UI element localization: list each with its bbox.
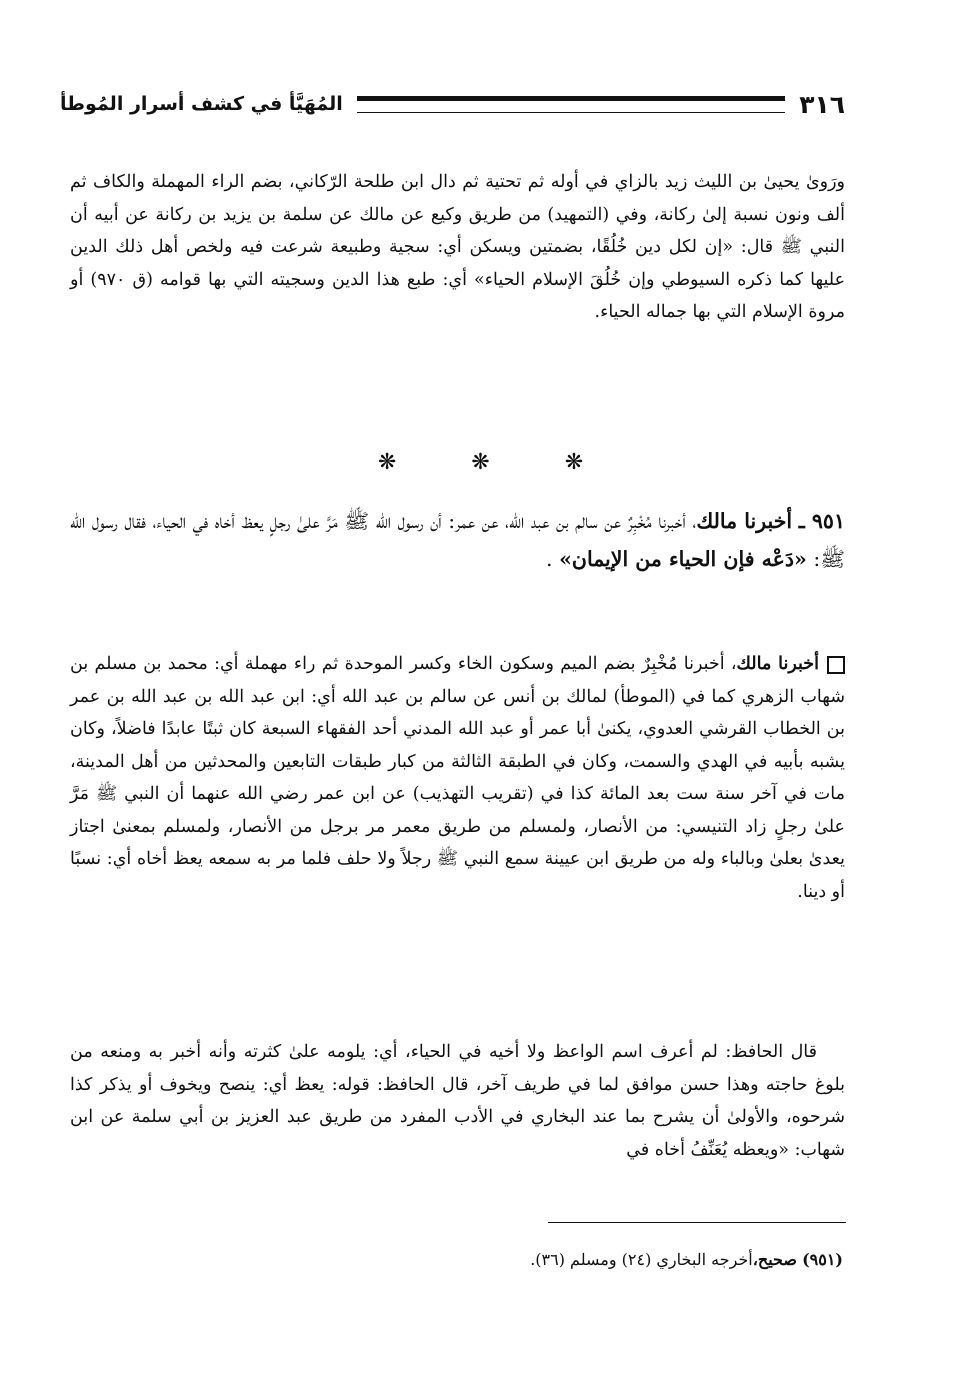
footnote-rule (548, 1222, 846, 1223)
page-number: ٣١٦ (799, 89, 845, 119)
hadith-lead: أخبرنا مالك (696, 509, 793, 533)
commentary (70, 648, 845, 908)
hadith-text (70, 502, 845, 578)
star-ornament: ❋ (471, 450, 490, 475)
hadith-body: ، أخبرنا مُخْبِرٌ عن سالم بن عبد الله، عن عمر: أن رسول الله ﷺ مَرَّ علىٰ رجلٍ يعظ أخاه في الحياء، فقال رسول الله ﷺ: (70, 509, 845, 571)
star-ornament: ❋ (564, 450, 584, 475)
hadith-end: . (546, 547, 553, 571)
book-title: المُهَيَّأ في كشف أسرار المُوطأ (60, 93, 343, 115)
hadith-number: ٩٥١ ـ (798, 509, 845, 533)
hafiz-paragraph (70, 1036, 845, 1166)
hafiz-text: قال الحافظ: لم أعرف اسم الواعظ ولا أخيه في الحياء، أي: يلومه علىٰ كثرته وأنه أخبر به ومنعه من بلوغ حاجته وهذا حسن موافق لما في طريف آخر، قال الحافظ: قوله: يعظ أي: ينصح ويخوف أو يذكر كذا شرحوه، والأولىٰ أن يشرح بما عند البخاري في الأدب المفرد من طريق عبد العزيز بن أبي سلمة عن ابن شهاب: «ويعظه يُعَنِّفُ أخاه في (70, 1042, 845, 1160)
commentary-paragraph (70, 648, 845, 908)
footnote-grade: صحيح، (752, 1250, 797, 1269)
header-rule (357, 96, 785, 113)
hadith-paragraph (70, 502, 845, 578)
footnote-number: (٩٥١) (802, 1250, 843, 1269)
intro-text: ورَوىٰ يحيىٰ بن الليث زيد بالزاي في أوله ثم تحتية ثم دال ابن طلحة الرّكاني، بضم الراء المهملة والكاف ثم ألف ونون نسبة إلىٰ ركانة، وفي (التمهيد) من طريق وكيع عن مالك عن سلمة بن يزيد بن ركانة عن أبيه أن النبي ﷺ قال: «إن لكل دين خُلُقًا، بضمتين ويسكن أي: سجية وطبيعة شرعت فيه ولخص أهل ذلك الدين عليها كما ذكره السيوطي وإن خُلُقَ الإسلام الحياء» أي: طبع هذا الدين وسجيته التي بها قوامه (ق ٩٧٠) أو مروة الإسلام التي بها جماله الحياء. (70, 172, 846, 322)
commentary-text: ، أخبرنا مُخْبِرٌ بضم الميم وسكون الخاء وكسر الموحدة ثم راء مهملة أي: محمد بن مسلم بن شهاب الزهري كما في (الموطأ) لمالك بن أنس عن سالم بن عبد الله أي: ابن عبد الله بن عبد الله بن عمر بن الخطاب القرشي العدوي، يكنىٰ أبا عمر أو عبد الله المدني أحد الفقهاء السبعة كان ثبتًا عابدًا فاضلاً، وكان يشبه بأبيه في الهدي والسمت، وكان في الطبقة الثالثة من كبار طبقات التابعين والمحدثين من أهل المدينة، مات في آخر سنة ست بعد المائة كذا في (تقريب التهذيب) عن ابن عمر رضي الله عنهما أن النبي ﷺ مَرَّ علىٰ رجلٍ زاد التنيسي: من الأنصار، ولمسلم من طريق معمر مر برجل من الأنصار، ولمسلم بمعنىٰ اجتاز يعدىٰ بعلىٰ وبالباء وله من طريق ابن عيينة سمع النبي ﷺ رجلاً ولا حلف فلما مر به سمعه يعظ أخاه أي: نسبًا أو دينا. (70, 654, 845, 902)
commentary-lead: أخبرنا مالك (736, 654, 819, 674)
intro-paragraph (70, 166, 845, 329)
square-marker-icon (827, 656, 845, 674)
hadith-quote: «دَعْه فإن الحياء من الإيمان» (559, 547, 807, 571)
section-separator (0, 450, 961, 475)
footnote (530, 1246, 843, 1274)
star-ornament: ❋ (377, 450, 397, 475)
footnote-text: أخرجه البخاري (٢٤) ومسلم (٣٦). (530, 1250, 753, 1269)
running-header (60, 86, 845, 122)
